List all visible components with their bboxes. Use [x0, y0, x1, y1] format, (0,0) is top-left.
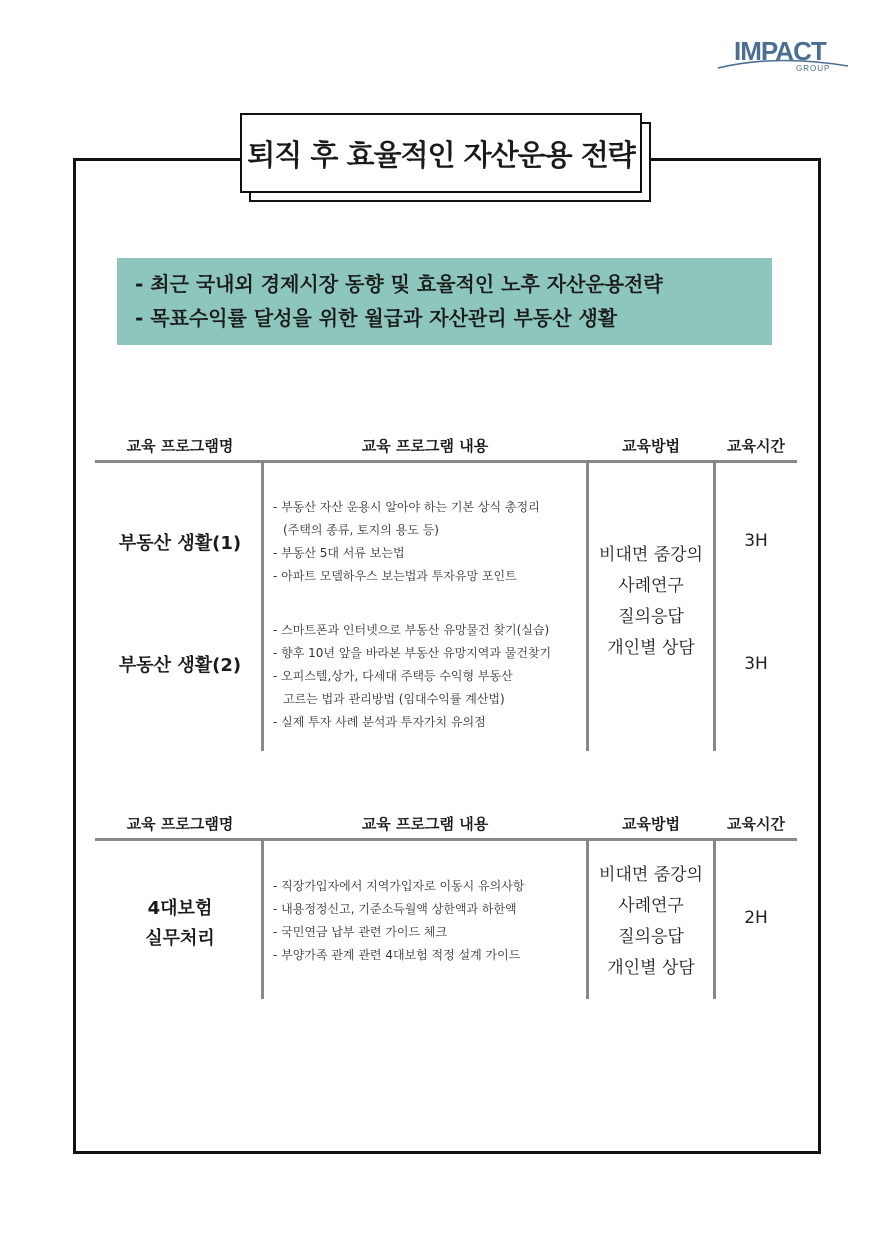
method-item: 사례연구: [618, 576, 684, 596]
summary-box: [117, 258, 772, 345]
table1-header-time: 교육시간: [727, 437, 785, 455]
content-item: - 직장가입자에서 지역가입자로 이동시 유의사항: [273, 879, 525, 893]
content-item: - 부동산 5대 서류 보는법: [273, 546, 405, 560]
summary-line-1: - 최근 국내외 경제시장 동향 및 효율적인 노후 자산운용전략: [135, 272, 663, 296]
page-title: 퇴직 후 효율적인 자산운용 전략: [240, 113, 642, 193]
program-name-realestate-1: 부동산 생활(1): [118, 533, 242, 554]
table2-divider-1: [261, 841, 264, 999]
program-content-realestate-1: [273, 496, 540, 588]
program-content-insurance: [273, 875, 524, 967]
method-item: 비대면 줌강의: [599, 545, 703, 565]
logo-sub: GROUP: [796, 64, 831, 73]
program-time-insurance: 2H: [744, 908, 768, 928]
content-item: (주택의 종류, 토지의 용도 등): [283, 523, 439, 537]
table2-header-name: 교육 프로그램명: [126, 815, 234, 833]
table1-divider-3: [713, 463, 716, 751]
content-item: 고르는 법과 관리방법 (임대수익률 계산법): [283, 692, 505, 706]
method-item: 질의응답: [618, 607, 684, 627]
content-item: - 부양가족 관계 관련 4대보험 적정 설계 가이드: [273, 948, 521, 962]
table1-header-method: 교육방법: [622, 437, 680, 455]
logo-brand: IMPACT: [734, 36, 826, 66]
impact-group-logo: [716, 36, 850, 76]
content-item: - 국민연금 납부 관련 가이드 체크: [273, 925, 448, 939]
table1-method: [589, 540, 713, 664]
program-name-realestate-2: 부동산 생활(2): [118, 655, 242, 676]
program-name-insurance: [100, 894, 260, 954]
table2-header-rule: [95, 838, 797, 841]
table2-header-time: 교육시간: [727, 815, 785, 833]
table1-header-content: 교육 프로그램 내용: [361, 437, 489, 455]
method-item: 비대면 줌강의: [599, 865, 703, 885]
table2-header-method: 교육방법: [622, 815, 680, 833]
content-item: - 오피스텔,상가, 다세대 주택등 수익형 부동산: [273, 669, 513, 683]
program-name-line-2: 실무처리: [145, 928, 215, 949]
content-item: - 향후 10년 앞을 바라본 부동산 유망지역과 물건찾기: [273, 646, 552, 660]
content-item: - 스마트폰과 인터넷으로 부동산 유망물건 찾기(실습): [273, 623, 550, 637]
table2-method: [589, 860, 713, 984]
table1-header-name: 교육 프로그램명: [126, 437, 234, 455]
program-content-realestate-2: [273, 619, 551, 734]
summary-line-2: - 목표수익률 달성을 위한 월급과 자산관리 부동산 생활: [135, 306, 618, 330]
content-item: - 내용정정신고, 기준소득월액 상한액과 하한액: [273, 902, 517, 916]
content-item: - 부동산 자산 운용시 알아야 하는 기본 상식 총정리: [273, 500, 540, 514]
method-item: 사례연구: [618, 896, 684, 916]
program-time-realestate-1: 3H: [744, 531, 768, 551]
method-item: 개인별 상담: [607, 958, 695, 978]
table2-header-content: 교육 프로그램 내용: [361, 815, 489, 833]
method-item: 질의응답: [618, 927, 684, 947]
content-item: - 실제 투자 사례 분석과 투자가치 유의점: [273, 715, 486, 729]
method-item: 개인별 상담: [607, 638, 695, 658]
program-time-realestate-2: 3H: [744, 654, 768, 674]
content-item: - 아파트 모델하우스 보는법과 투자유망 포인트: [273, 569, 517, 583]
table1-divider-1: [261, 463, 264, 751]
program-name-line-1: 4대보험: [147, 898, 213, 919]
table1-header-rule: [95, 460, 797, 463]
